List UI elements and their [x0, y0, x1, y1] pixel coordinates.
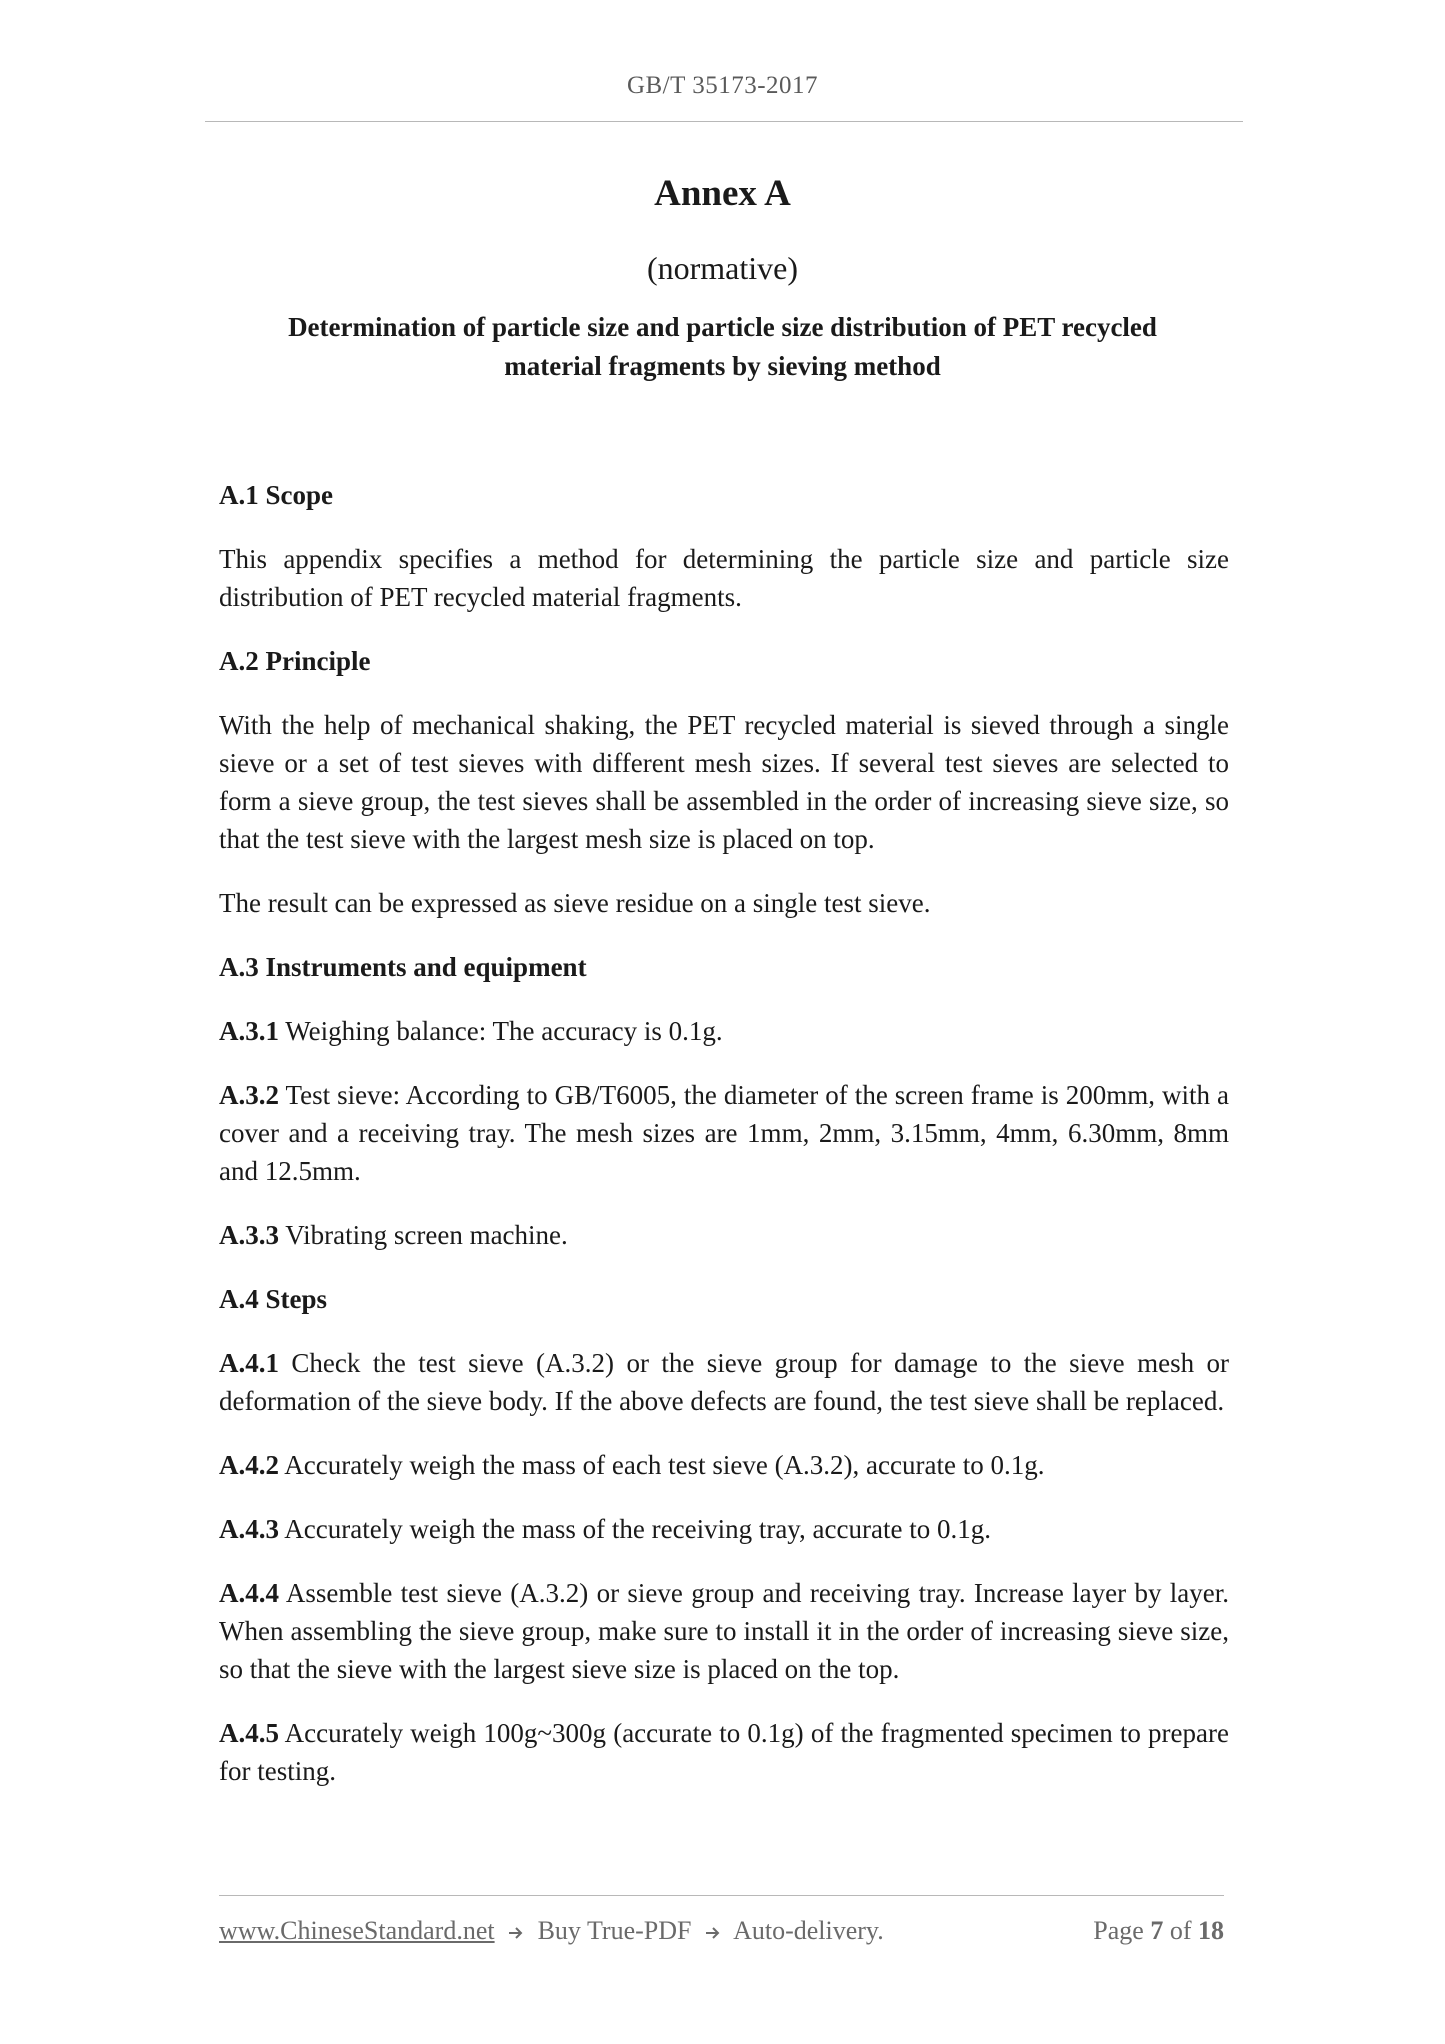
- annex-heading: Determination of particle size and particle size distribution of PET recycled material fragments by sieving method: [288, 312, 1157, 381]
- clause-text: Weighing balance: The accuracy is 0.1g.: [279, 1016, 723, 1046]
- paragraph-result: The result can be expressed as sieve residue on a single test sieve.: [219, 888, 931, 918]
- buy-pdf-text: Buy True-PDF: [537, 1916, 692, 1945]
- delivery-text: Auto-delivery.: [733, 1916, 884, 1945]
- document-header: GB/T 35173-2017: [626, 72, 819, 99]
- clause-text: Vibrating screen machine.: [279, 1220, 568, 1250]
- section-heading-a4: A.4 Steps: [219, 1284, 328, 1314]
- clause-text: Accurately weigh the mass of each test sieve (A.3.2), accurate to 0.1g.: [279, 1450, 1045, 1480]
- section-heading-a1: A.1 Scope: [219, 480, 333, 510]
- annex-type: (normative): [646, 250, 799, 286]
- arrow-right-icon: [507, 1924, 525, 1942]
- clause-number: A.4.1: [219, 1348, 279, 1378]
- section-heading-a2: A.2 Principle: [219, 646, 371, 676]
- site-link[interactable]: www.ChineseStandard.net: [219, 1916, 495, 1945]
- clause-text: Accurately weigh 100g~300g (accurate to 0.1g) of the fragmented specimen to prepare for testing.: [219, 1718, 1229, 1786]
- clause-number: A.4.5: [219, 1718, 279, 1748]
- clause-a44: [219, 1574, 1229, 1688]
- footer-promo: [219, 1916, 884, 1946]
- clause-text: Assemble test sieve (A.3.2) or sieve group and receiving tray. Increase layer by layer. When assembling the sieve group, make sure to install it in the order of increasing sieve size, so that the sieve with the largest sieve size is placed on the top.: [219, 1578, 1229, 1684]
- header-divider: [205, 121, 1243, 122]
- clause-number: A.3.3: [219, 1220, 279, 1250]
- clause-a32: [219, 1076, 1229, 1190]
- clause-a31: [219, 1012, 1229, 1050]
- clause-a33: [219, 1216, 1229, 1254]
- page-number: [1093, 1916, 1224, 1946]
- section-heading-a3: A.3 Instruments and equipment: [219, 952, 587, 982]
- paragraph-scope: This appendix specifies a method for determining the particle size and particle size distribution of PET recycled material fragments.: [219, 544, 1229, 612]
- annex-title: Annex A: [654, 173, 791, 214]
- page-of: of: [1169, 1916, 1192, 1945]
- clause-a45: [219, 1714, 1229, 1790]
- document-body: [219, 476, 1229, 1816]
- clause-number: A.3.1: [219, 1016, 279, 1046]
- footer-divider: [219, 1895, 1224, 1896]
- page-label: Page: [1093, 1916, 1144, 1945]
- page-current: 7: [1150, 1916, 1164, 1945]
- paragraph-principle: With the help of mechanical shaking, the PET recycled material is sieved through a single sieve or a set of test sieves with different mesh sizes. If several test sieves are selected to form a sieve group, the test sieves shall be assembled in the order of increasing sieve size, so that the test sieve with the largest mesh size is placed on top.: [219, 710, 1229, 854]
- clause-number: A.4.3: [219, 1514, 279, 1544]
- clause-a41: [219, 1344, 1229, 1420]
- clause-a42: [219, 1446, 1229, 1484]
- page-total: 18: [1198, 1916, 1224, 1945]
- clause-number: A.3.2: [219, 1080, 279, 1110]
- arrow-right-icon: [704, 1924, 722, 1942]
- clause-text: Test sieve: According to GB/T6005, the diameter of the screen frame is 200mm, with a cover and a receiving tray. The mesh sizes are 1mm, 2mm, 3.15mm, 4mm, 6.30mm, 8mm and 12.5mm.: [219, 1080, 1229, 1186]
- clause-number: A.4.4: [219, 1578, 279, 1608]
- clause-number: A.4.2: [219, 1450, 279, 1480]
- clause-a43: [219, 1510, 1229, 1548]
- clause-text: Check the test sieve (A.3.2) or the sieve group for damage to the sieve mesh or deformation of the sieve body. If the above defects are found, the test sieve shall be replaced.: [219, 1348, 1229, 1416]
- clause-text: Accurately weigh the mass of the receiving tray, accurate to 0.1g.: [279, 1514, 991, 1544]
